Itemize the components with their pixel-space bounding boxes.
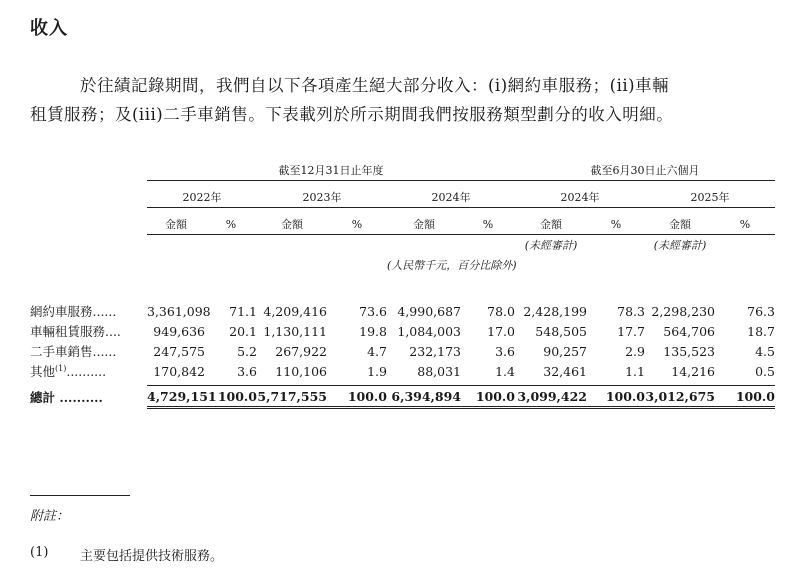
- row-label: 車輛租賃服務....: [30, 324, 121, 339]
- period-header-h1: 截至6月30日止六個月: [515, 160, 775, 181]
- unaudited-note: (未經審計): [524, 239, 578, 252]
- cell: 32,461: [543, 363, 587, 379]
- year-header-2024: 2024年: [387, 187, 515, 208]
- total-cell: 100.0: [461, 386, 515, 408]
- total-cell: 100.0: [587, 386, 645, 408]
- revenue-table: [30, 160, 775, 409]
- cell: 4.7: [367, 343, 387, 359]
- cell: 78.0: [487, 303, 515, 319]
- cell: 564,706: [663, 323, 715, 339]
- period-header-fy: 截至12月31日止年度: [147, 160, 515, 181]
- note-text: 主要包括提供技術服務。: [80, 549, 224, 564]
- cell: 232,173: [409, 343, 461, 359]
- table-row: [30, 301, 775, 321]
- total-cell: 100.0: [327, 386, 387, 408]
- cell: 5.2: [237, 343, 257, 359]
- cell: 14,216: [671, 363, 715, 379]
- note-number: (1): [30, 545, 49, 560]
- cell: 548,505: [535, 323, 587, 339]
- cell: 88,031: [417, 363, 461, 379]
- cell: 247,575: [153, 343, 205, 359]
- cell: 1,130,111: [263, 323, 327, 339]
- total-row: [30, 386, 775, 408]
- cell: 20.1: [229, 323, 257, 339]
- leader-dots: ..........: [66, 364, 107, 379]
- cell: 949,636: [153, 323, 205, 339]
- pct-header: %: [587, 214, 645, 235]
- cell: 17.7: [617, 323, 645, 339]
- total-cell: 3,012,675: [645, 386, 715, 408]
- amount-header: 金額: [257, 214, 327, 235]
- cell: 78.3: [617, 303, 645, 319]
- row-label: [30, 361, 147, 381]
- total-cell: 100.0: [205, 386, 257, 408]
- cell: 3.6: [495, 343, 515, 359]
- intro-paragraph-line-1: 於往績記錄期間，我們自以下各項產生絕大部分收入：(i)網約車服務；(ii)車輛: [80, 76, 670, 95]
- footnote-ref: (1): [55, 363, 67, 373]
- row-label-text: 其他: [30, 364, 56, 379]
- intro-paragraph-line-2: 租賃服務；及(iii)二手車銷售。下表載列於所示期間我們按服務類型劃分的收入明細。: [30, 105, 674, 124]
- cell: 18.7: [747, 323, 775, 339]
- cell: 4,209,416: [263, 303, 327, 319]
- cell: 0.5: [755, 363, 775, 379]
- cell: 3,361,098: [147, 303, 211, 319]
- cell: 4.5: [755, 343, 775, 359]
- notes-divider: [30, 495, 130, 496]
- table-row: [30, 321, 775, 341]
- amount-header: 金額: [147, 214, 205, 235]
- cell: 267,922: [275, 343, 327, 359]
- total-cell: 100.0: [715, 386, 775, 408]
- year-header-2024-h1: 2024年: [515, 187, 645, 208]
- section-title: 收入: [30, 18, 68, 39]
- amount-header: 金額: [645, 214, 715, 235]
- total-label: 總計 ..........: [30, 389, 103, 405]
- cell: 4,990,687: [397, 303, 461, 319]
- pct-header: %: [327, 214, 387, 235]
- cell: 76.3: [747, 303, 775, 319]
- table-row: [30, 341, 775, 361]
- year-header-2025-h1: 2025年: [645, 187, 775, 208]
- pct-header: %: [715, 214, 775, 235]
- pct-header: %: [205, 214, 257, 235]
- cell: 2,298,230: [651, 303, 715, 319]
- cell: 1.1: [625, 363, 645, 379]
- cell: 17.0: [487, 323, 515, 339]
- year-header-2023: 2023年: [257, 187, 387, 208]
- cell: 71.1: [229, 303, 257, 319]
- row-label: 網約車服務......: [30, 304, 117, 319]
- row-label: 二手車銷售......: [30, 344, 117, 359]
- total-cell: 5,717,555: [257, 386, 327, 408]
- cell: 19.8: [359, 323, 387, 339]
- cell: 135,523: [663, 343, 715, 359]
- notes-heading: 附註：: [30, 509, 70, 524]
- cell: 2,428,199: [523, 303, 587, 319]
- unaudited-note: (未經審計): [653, 239, 707, 252]
- cell: 90,257: [543, 343, 587, 359]
- pct-header: %: [461, 214, 515, 235]
- year-header-2022: 2022年: [147, 187, 257, 208]
- amount-header: 金額: [387, 214, 461, 235]
- table-row: [30, 361, 775, 381]
- cell: 1.9: [367, 363, 387, 379]
- cell: 170,842: [153, 363, 205, 379]
- total-cell: 6,394,894: [387, 386, 461, 408]
- amount-header: 金額: [515, 214, 587, 235]
- total-cell: 3,099,422: [515, 386, 587, 408]
- cell: 1,084,003: [397, 323, 461, 339]
- cell: 73.6: [359, 303, 387, 319]
- total-cell: 4,729,151: [147, 386, 205, 408]
- cell: 3.6: [237, 363, 257, 379]
- cell: 1.4: [495, 363, 515, 379]
- cell: 110,106: [275, 363, 327, 379]
- cell: 2.9: [625, 343, 645, 359]
- unit-note: (人民幣千元，百分比除外): [387, 259, 517, 272]
